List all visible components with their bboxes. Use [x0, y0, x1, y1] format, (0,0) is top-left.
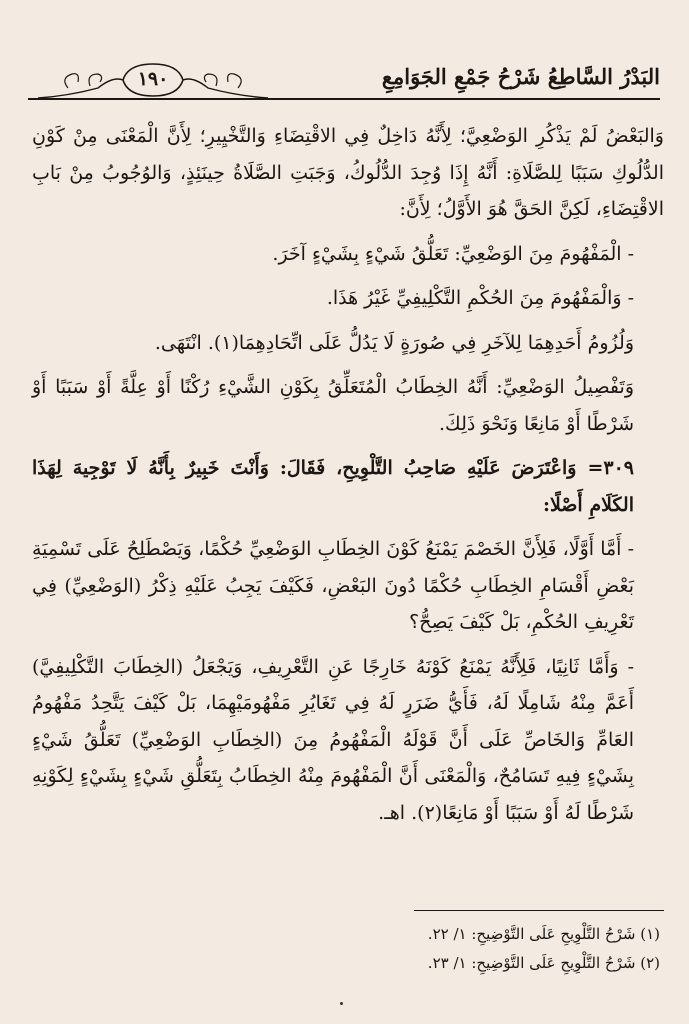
list-item: - أَمَّا أَوَّلًا، فَلِأَنَّ الخَصْمَ يَمْنَعُ كَوْنَ الخِطَابِ الوَضْعِيِّ حُكْمًا، وَيَصْطَلِحُ عَلَى تَسْمِيَةِ بَعْضِ أَقْسَامِ الخِطَابِ حُكْمًا دُونَ البَعْضِ، فَكَيْفَ يَجِبُ عَلَيْهِ ذِكْرُ (الوَضْعِيِّ) فِي تَعْرِيفِ الحُكْمِ، بَلْ كَيْفَ يَصِحُّ؟ — [32, 538, 634, 633]
paragraph: وَلُزُومُ أَحَدِهِمَا لِلآخَرِ فِي صُورَةٍ لَا يَدُلُّ عَلَى اتِّحَادِهِمَا(١). انْتَهَى. — [154, 331, 634, 354]
header-rule — [28, 98, 660, 100]
page-mark — [340, 1002, 343, 1005]
list-item: - الْمَفْهُومَ مِنَ الوَضْعِيِّ: تَعَلُّقُ شَيْءٍ بِشَيْءٍ آخَرَ. — [272, 242, 634, 265]
book-title: البَدْرُ السَّاطِعُ شَرْحُ جَمْعِ الجَوَامِعِ — [381, 64, 660, 89]
paragraph: وَالبَعْضُ لَمْ يَذْكُرِ الوَضْعِيَّ؛ لِأَنَّهُ دَاخِلٌ فِي الاقْتِضَاءِ وَالتَّخْيِيرِ؛ لِأَنَّ الْمَعْنَى مِنْ كَوْنِ الدُّلُوكِ سَبَبًا لِلصَّلَاةِ: أَنَّهُ إِذَا وُجِدَ الدُّلُوكُ، وَجَبَتِ الصَّلَاةُ حِينَئِذٍ، وَالوُجُوبُ مِنْ بَابِ الاقْتِضَاءِ، لَكِنَّ الحَقَّ هُوَ الأَوَّلُ؛ لِأَنَّ: — [32, 125, 664, 220]
footnote: (١) شَرْحُ التَّلْوِيحِ عَلَى التَّوْضِيحِ: ١/ ٢٢. — [427, 925, 660, 943]
page-number: ١٩٠ — [137, 68, 169, 90]
numbered-paragraph: ٣٠٩= وَاعْتَرَضَ عَلَيْهِ صَاحِبُ التَّلْوِيحِ، فَقَالَ: وَأَنْتَ خَبِيرٌ بِأَنَّهُ لَا تَوْجِيهَ لِهَذَا الكَلَامِ أَصْلًا: — [32, 457, 634, 516]
list-item: - وَالْمَفْهُومَ مِنَ الحُكْمِ التَّكْلِيفِيِّ غَيْرُ هَذَا. — [326, 287, 634, 309]
paragraph: وَتَفْصِيلُ الوَضْعِيِّ: أَنَّهُ الخِطَابُ الْمُتَعَلِّقُ بِكَوْنِ الشَّيْءِ رُكْنًا أَوْ عِلَّةً أَوْ سَبَبًا أَوْ شَرْطًا أَوْ مَانِعًا وَنَحْوَ ذَلِكَ. — [32, 376, 634, 435]
footnote: (٢) شَرْحُ التَّلْوِيحِ عَلَى التَّوْضِيحِ: ١/ ٢٣. — [427, 954, 660, 972]
list-item: - وَأَمَّا ثَانِيًا، فَلِأَنَّهُ يَمْنَعُ كَوْنَهُ خَارِجًا عَنِ التَّعْرِيفِ، وَيَجْعَلُ (الخِطَابَ التَّكْلِيفِيَّ) أَعَمَّ مِنْهُ شَامِلًا لَهُ، فَأَيُّ ضَرَرٍ لَهُ فِي تَغَايُرِ مَفْهُومَيْهِمَا، بَلْ كَيْفَ يَتَّحِدُ مَفْهُومُ العَامِّ وَالخَاصِّ عَلَى أَنَّ قَوْلَهُ الْمَفْهُومُ مِنَ (الخِطَابِ الوَضْعِيِّ) تَعَلُّقُ شَيْءٍ بِشَيْءٍ فِيهِ تَسَامُحٌ، وَالْمَعْنَى أَنَّ الْمَفْهُومَ مِنْهُ الخِطَابُ بِتَعَلُّقِ شَيْءٍ بِشَيْءٍ لِكَوْنِهِ شَرْطًا لَهُ أَوْ سَبَبًا أَوْ مَانِعًا(٢). اهـ. — [32, 655, 634, 824]
footnote-rule — [414, 910, 664, 911]
main-text — [32, 118, 664, 831]
